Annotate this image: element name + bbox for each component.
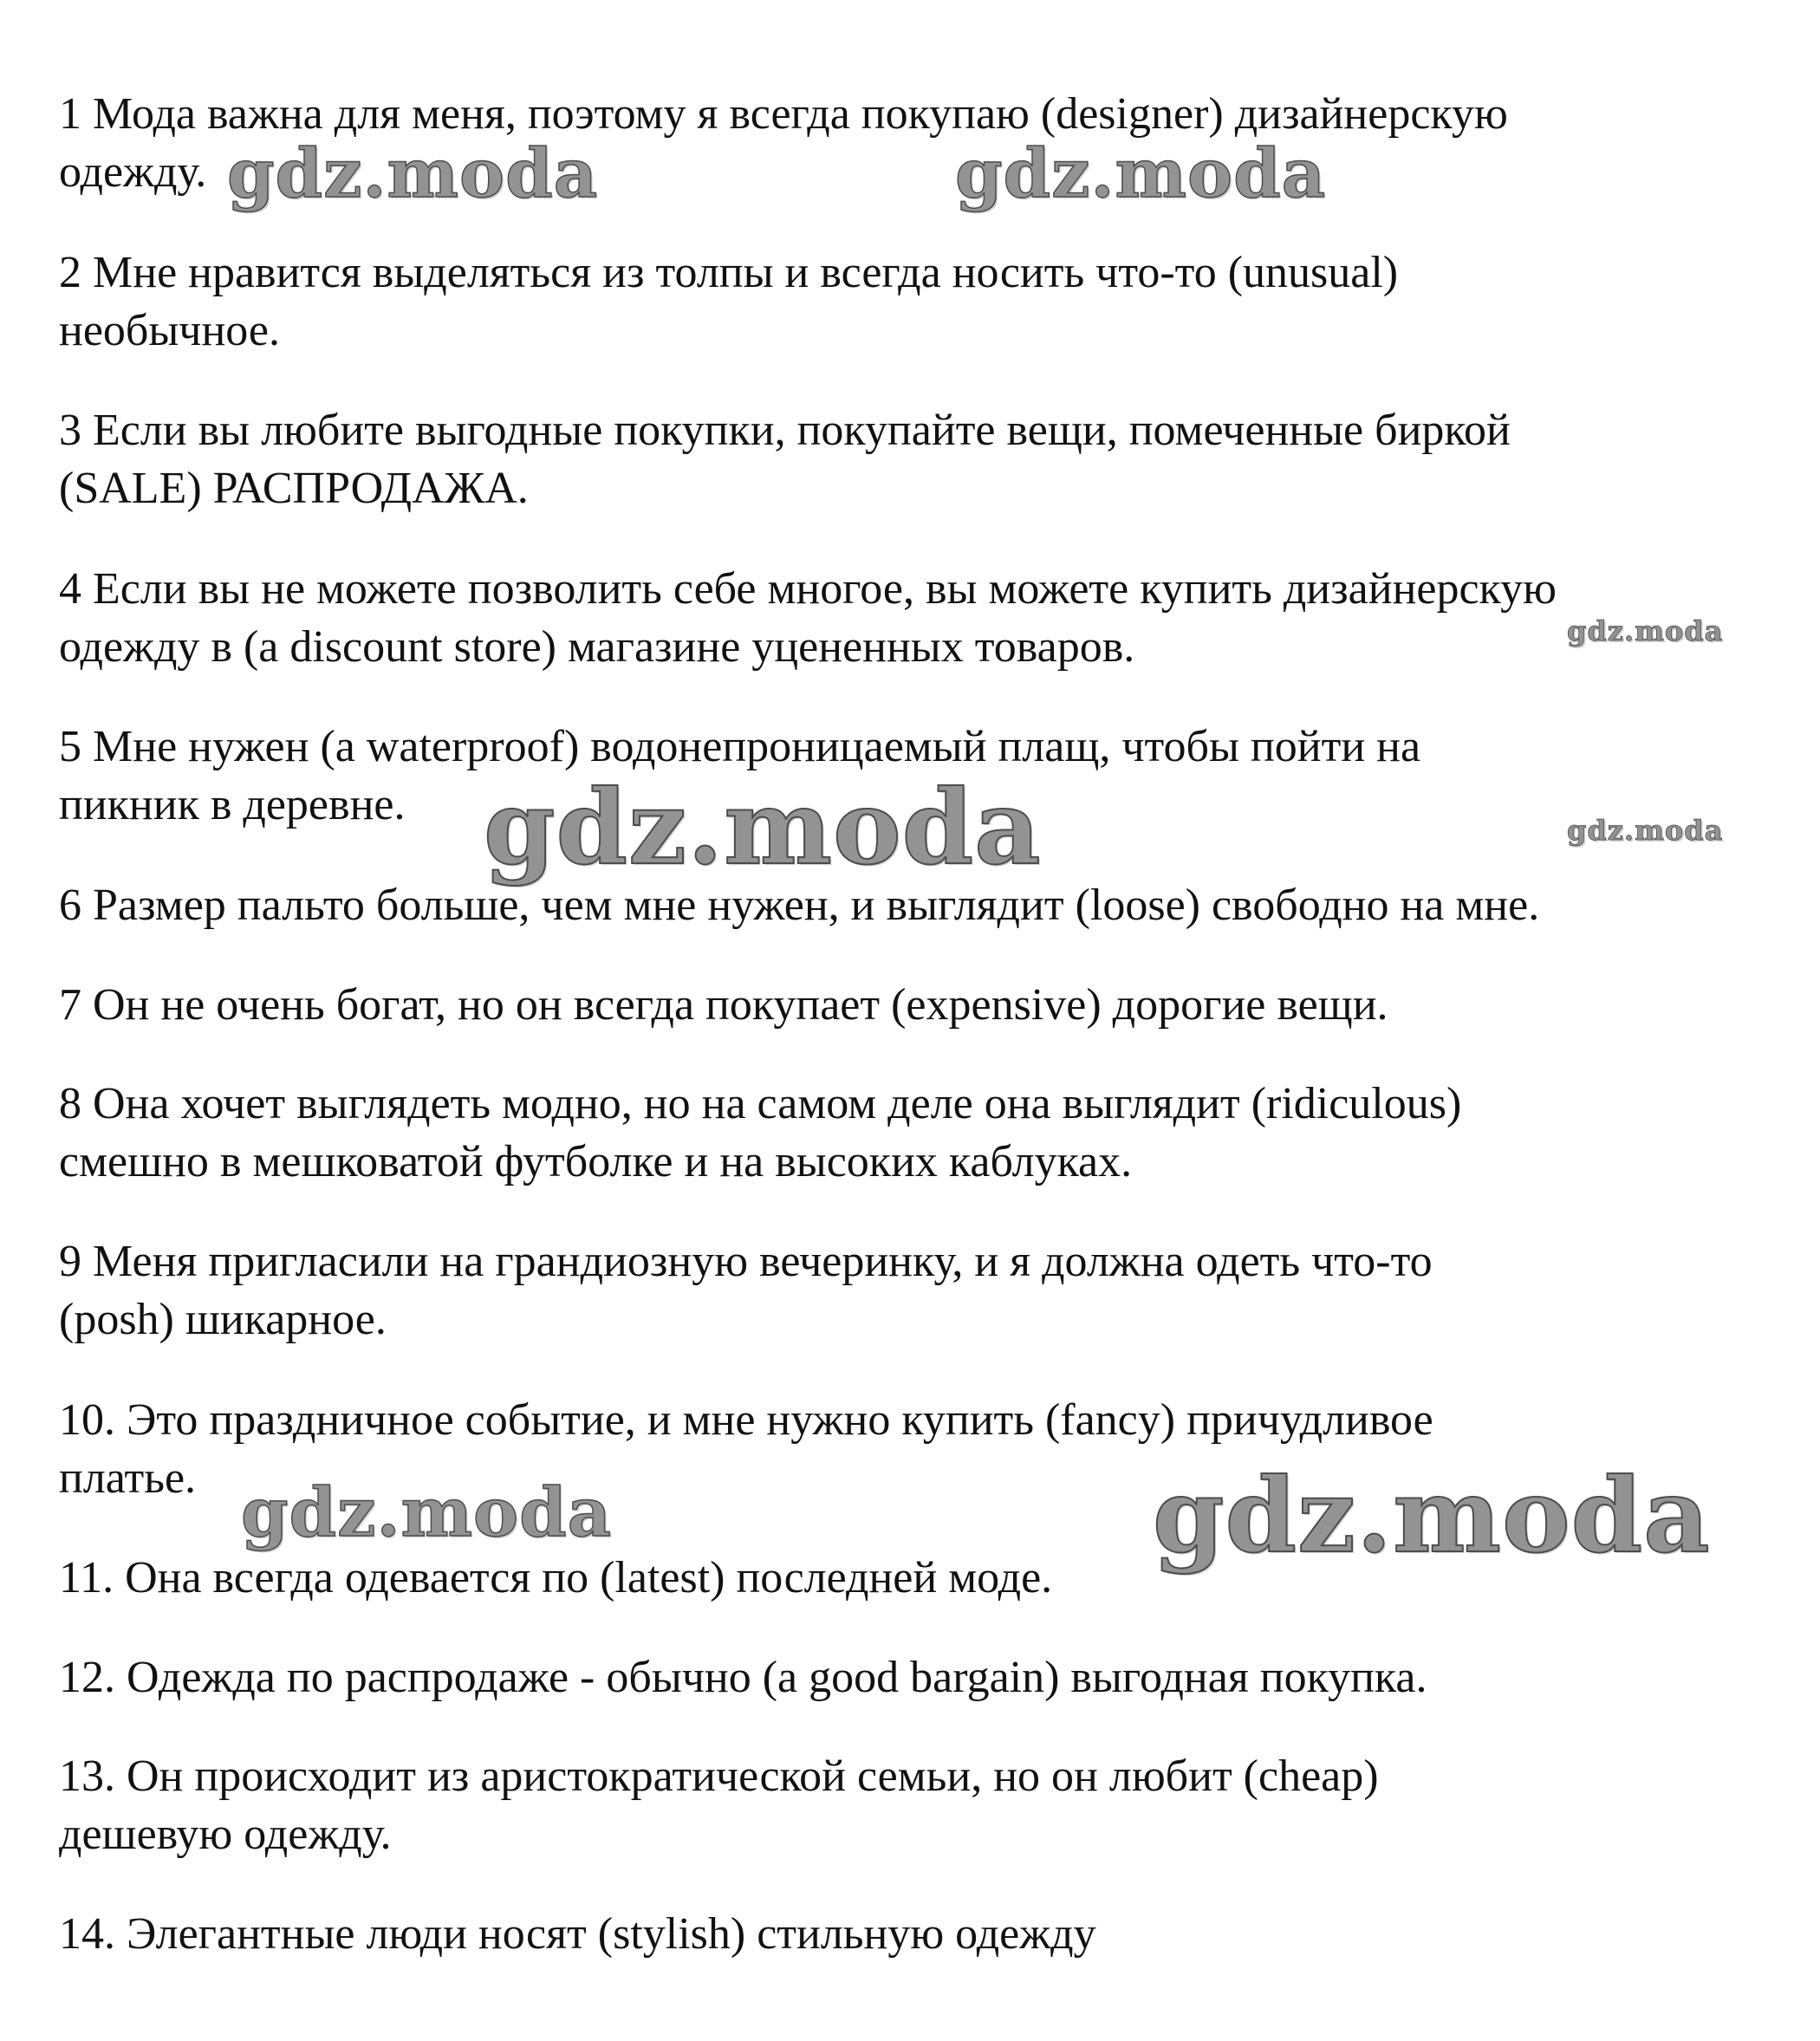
sentence-4: 4 Если вы не можете позволить себе многое, вы можете купить дизайнерскую одежду в (a discount store) магазине уцененных товаров. (59, 564, 1557, 672)
watermark: gdz.moda (484, 767, 1042, 887)
sentence-5: 5 Мне нужен (a waterproof) водонепроницаемый плащ, чтобы пойти на пикник в деревне. (59, 722, 1421, 829)
watermark: gdz.moda (227, 134, 599, 213)
watermark: gdz.moda (241, 1473, 613, 1552)
sentence-6: 6 Размер пальто больше, чем мне нужен, и выглядит (loose) свободно на мне. (59, 881, 1540, 930)
sentence-7: 7 Он не очень богат, но он всегда покупает (expensive) дорогие вещи. (59, 980, 1388, 1030)
sentence-2: 2 Мне нравится выделяться из толпы и всегда носить что-то (unusual) необычное. (59, 248, 1399, 355)
sentence-13: 13. Он происходит из аристократической семьи, но он любит (cheap) дешевую одежду. (59, 1752, 1379, 1859)
sentence-12: 12. Одежда по распродаже - обычно (a good bargain) выгодная покупка. (59, 1653, 1427, 1702)
sentence-8: 8 Она хочет выглядеть модно, но на самом деле она выглядит (ridiculous) смешно в мешковатой футболке и на высоких каблуках. (59, 1079, 1462, 1186)
sentence-1: 1 Мода важна для меня, поэтому я всегда покупаю (designer) дизайнерскую одежду. (59, 89, 1508, 197)
watermark: gdz.moda (1567, 614, 1724, 647)
sentence-9: 9 Меня пригласили на грандиозную вечеринку, и я должна одеть что-то (posh) шикарное. (59, 1237, 1433, 1344)
watermark: gdz.moda (955, 134, 1327, 213)
watermark: gdz.moda (1153, 1455, 1711, 1576)
sentence-11: 11. Она всегда одевается по (latest) последней моде. (59, 1553, 1053, 1602)
watermark: gdz.moda (1567, 814, 1724, 847)
sentence-10: 10. Это праздничное событие, и мне нужно купить (fancy) причудливое платье. (59, 1395, 1433, 1503)
sentence-3: 3 Если вы любите выгодные покупки, покупайте вещи, помеченные биркой (SALE) РАСПРОДАЖА. (59, 406, 1511, 513)
sentence-14: 14. Элегантные люди носят (stylish) стильную одежду (59, 1909, 1096, 1959)
